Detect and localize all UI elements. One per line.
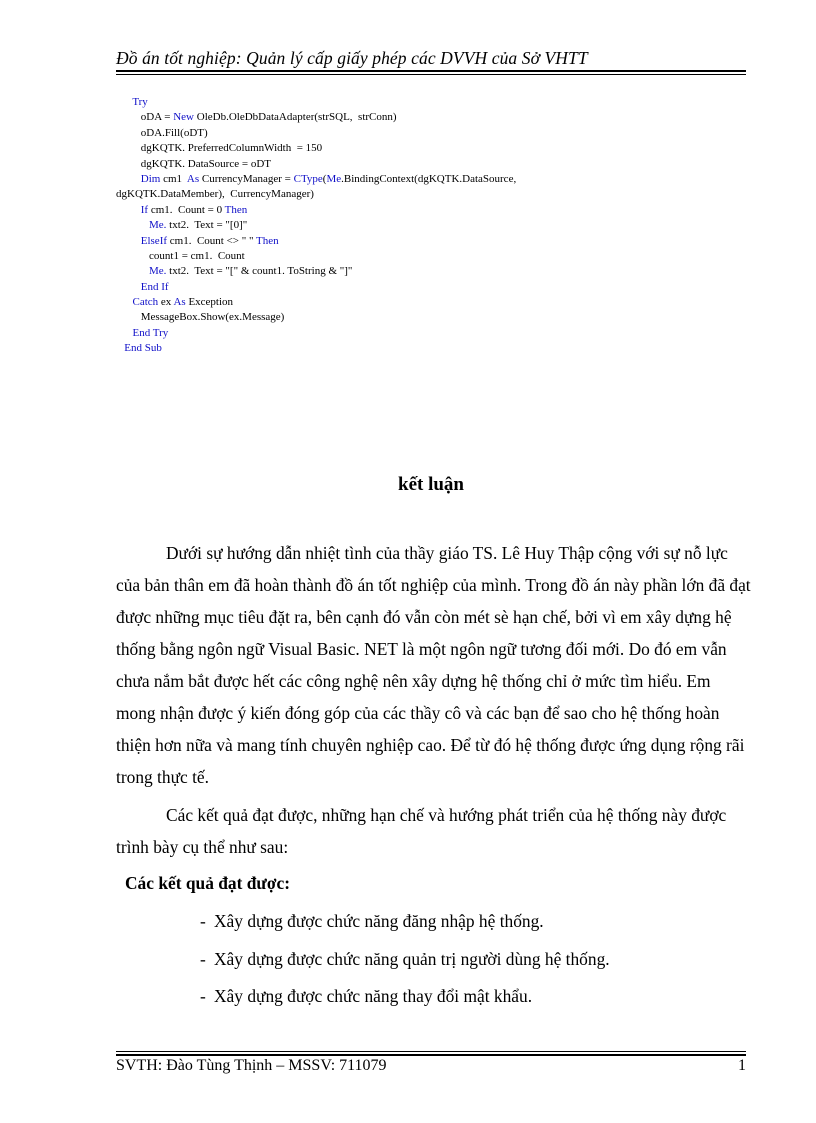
code-keyword: Dim bbox=[140, 172, 161, 185]
code-text: cm1. Count = 0 bbox=[148, 203, 225, 216]
header-rule-thick bbox=[116, 70, 746, 72]
code-keyword: Then bbox=[256, 234, 279, 247]
code-keyword: Me. bbox=[149, 219, 167, 232]
list-item-text: Xây dựng được chức năng quản trị người dùng hệ thống. bbox=[214, 948, 610, 969]
results-heading: Các kết quả đạt được: bbox=[125, 873, 290, 893]
code-line bbox=[116, 341, 756, 356]
code-keyword: Me. bbox=[149, 265, 167, 278]
code-text bbox=[116, 173, 141, 185]
code-text: dgKQTK. PreferredColumnWidth = 150 bbox=[116, 142, 323, 155]
code-line bbox=[116, 95, 756, 110]
code-text: oDA.Fill(oDT) bbox=[116, 126, 208, 139]
code-line bbox=[116, 264, 756, 279]
section-heading: kết luận bbox=[398, 474, 464, 495]
code-text bbox=[116, 219, 149, 231]
code-line bbox=[116, 295, 756, 310]
code-text: CurrencyManager = bbox=[199, 172, 294, 185]
code-line bbox=[116, 310, 756, 325]
code-text bbox=[116, 296, 133, 308]
code-text: txt2. Text = "[" & count1. ToString & "]" bbox=[166, 265, 353, 278]
code-text: .BindingContext(dgKQTK.DataSource, bbox=[341, 172, 517, 185]
code-text: cm1. Count <> " " bbox=[167, 234, 257, 247]
results-list bbox=[200, 903, 760, 1016]
code-text bbox=[116, 327, 133, 339]
code-line bbox=[116, 187, 756, 202]
code-text: MessageBox.Show(ex.Message) bbox=[116, 311, 285, 324]
code-line bbox=[116, 110, 756, 125]
code-line bbox=[116, 157, 756, 172]
code-text: count1 = cm1. Count bbox=[116, 249, 245, 262]
code-keyword: CType bbox=[293, 172, 323, 185]
page-number: 1 bbox=[738, 1057, 746, 1074]
code-keyword: End Try bbox=[132, 326, 169, 339]
conclusion-paragraph-2: Các kết quả đạt được, những hạn chế và hướng phát triển của hệ thống này được trình bày cụ thể như sau: bbox=[116, 805, 727, 857]
code-keyword: As bbox=[173, 296, 186, 309]
code-listing bbox=[116, 95, 756, 357]
code-text: oDA = bbox=[116, 111, 174, 124]
conclusion-paragraph-1: Dưới sự hướng dẫn nhiệt tình của thầy giáo TS. Lê Huy Thập cộng với sự nỗ lực của bản thân em đã hoàn thành đồ án tốt nghiệp của mình. Trong đồ án này phần lớn đã đạt được những mục tiêu đặt ra, bên cạnh đó vẫn còn mét sè hạn chế, bởi vì em xây dựng hệ thống bằng ngôn ngữ Visual Basic. NET là một ngôn ngữ tương đối mới. Do đó em vẫn chưa nắm bắt được hết các công nghệ nên xây dựng hệ thống chỉ ở mức tìm hiểu. Em mong nhận được ý kiến đóng góp của các thầy cô và các bạn để sao cho hệ thống hoàn thiện hơn nữa và mang tính chuyên nghiệp cao. Để từ đó hệ thống được ứng dụng rộng rãi trong thực tế. bbox=[116, 543, 751, 787]
code-line bbox=[116, 249, 756, 264]
list-item-text: Xây dựng được chức năng đăng nhập hệ thống. bbox=[214, 911, 544, 931]
code-line bbox=[116, 141, 756, 156]
page-header-title: Đồ án tốt nghiệp: Quản lý cấp giấy phép các DVVH của Sở VHTT bbox=[116, 48, 588, 68]
list-item: - Xây dựng được chức năng thay đổi mật khẩu. bbox=[200, 986, 533, 1006]
code-text: ex bbox=[158, 296, 174, 309]
code-keyword: If bbox=[140, 203, 149, 216]
list-item-text: Xây dựng được chức năng thay đổi mật khẩu. bbox=[214, 986, 533, 1006]
footer-rule-thick bbox=[116, 1054, 746, 1056]
code-keyword: Try bbox=[132, 96, 148, 108]
code-text: txt2. Text = "[0]" bbox=[166, 219, 248, 232]
code-keyword: Catch bbox=[132, 296, 159, 309]
code-keyword: Me bbox=[326, 172, 342, 185]
code-text bbox=[116, 342, 124, 354]
code-text: cm1 bbox=[160, 172, 187, 185]
code-line bbox=[116, 326, 756, 341]
list-item: - Xây dựng được chức năng đăng nhập hệ thống. bbox=[200, 911, 544, 931]
code-line bbox=[116, 172, 756, 187]
code-keyword: ElseIf bbox=[140, 234, 168, 247]
code-text bbox=[116, 281, 141, 293]
code-line bbox=[116, 280, 756, 295]
code-keyword: As bbox=[186, 172, 200, 185]
code-text bbox=[116, 96, 132, 108]
code-text bbox=[116, 204, 141, 216]
code-text: OleDb.OleDbDataAdapter(strSQL, strConn) bbox=[194, 111, 397, 124]
footer-author: SVTH: Đào Tùng Thịnh – MSSV: 711079 bbox=[116, 1057, 387, 1074]
code-line bbox=[116, 126, 756, 141]
code-text: dgKQTK. DataSource = oDT bbox=[116, 157, 271, 170]
code-keyword: End Sub bbox=[124, 342, 162, 355]
code-line bbox=[116, 218, 756, 233]
code-text: dgKQTK.DataMember), CurrencyManager) bbox=[116, 188, 314, 201]
code-text bbox=[116, 235, 141, 247]
code-text: ( bbox=[322, 172, 327, 185]
code-keyword: New bbox=[173, 111, 195, 124]
page-footer bbox=[116, 1057, 746, 1075]
code-text bbox=[116, 265, 149, 277]
footer-rule-thin bbox=[116, 1051, 746, 1052]
code-line bbox=[116, 203, 756, 218]
header-rule-thin bbox=[116, 74, 746, 75]
list-item: - Xây dựng được chức năng quản trị người dùng hệ thống. bbox=[200, 948, 610, 969]
code-keyword: End If bbox=[140, 280, 169, 293]
code-line bbox=[116, 234, 756, 249]
code-text: Exception bbox=[185, 296, 234, 309]
code-keyword: Then bbox=[224, 203, 248, 216]
